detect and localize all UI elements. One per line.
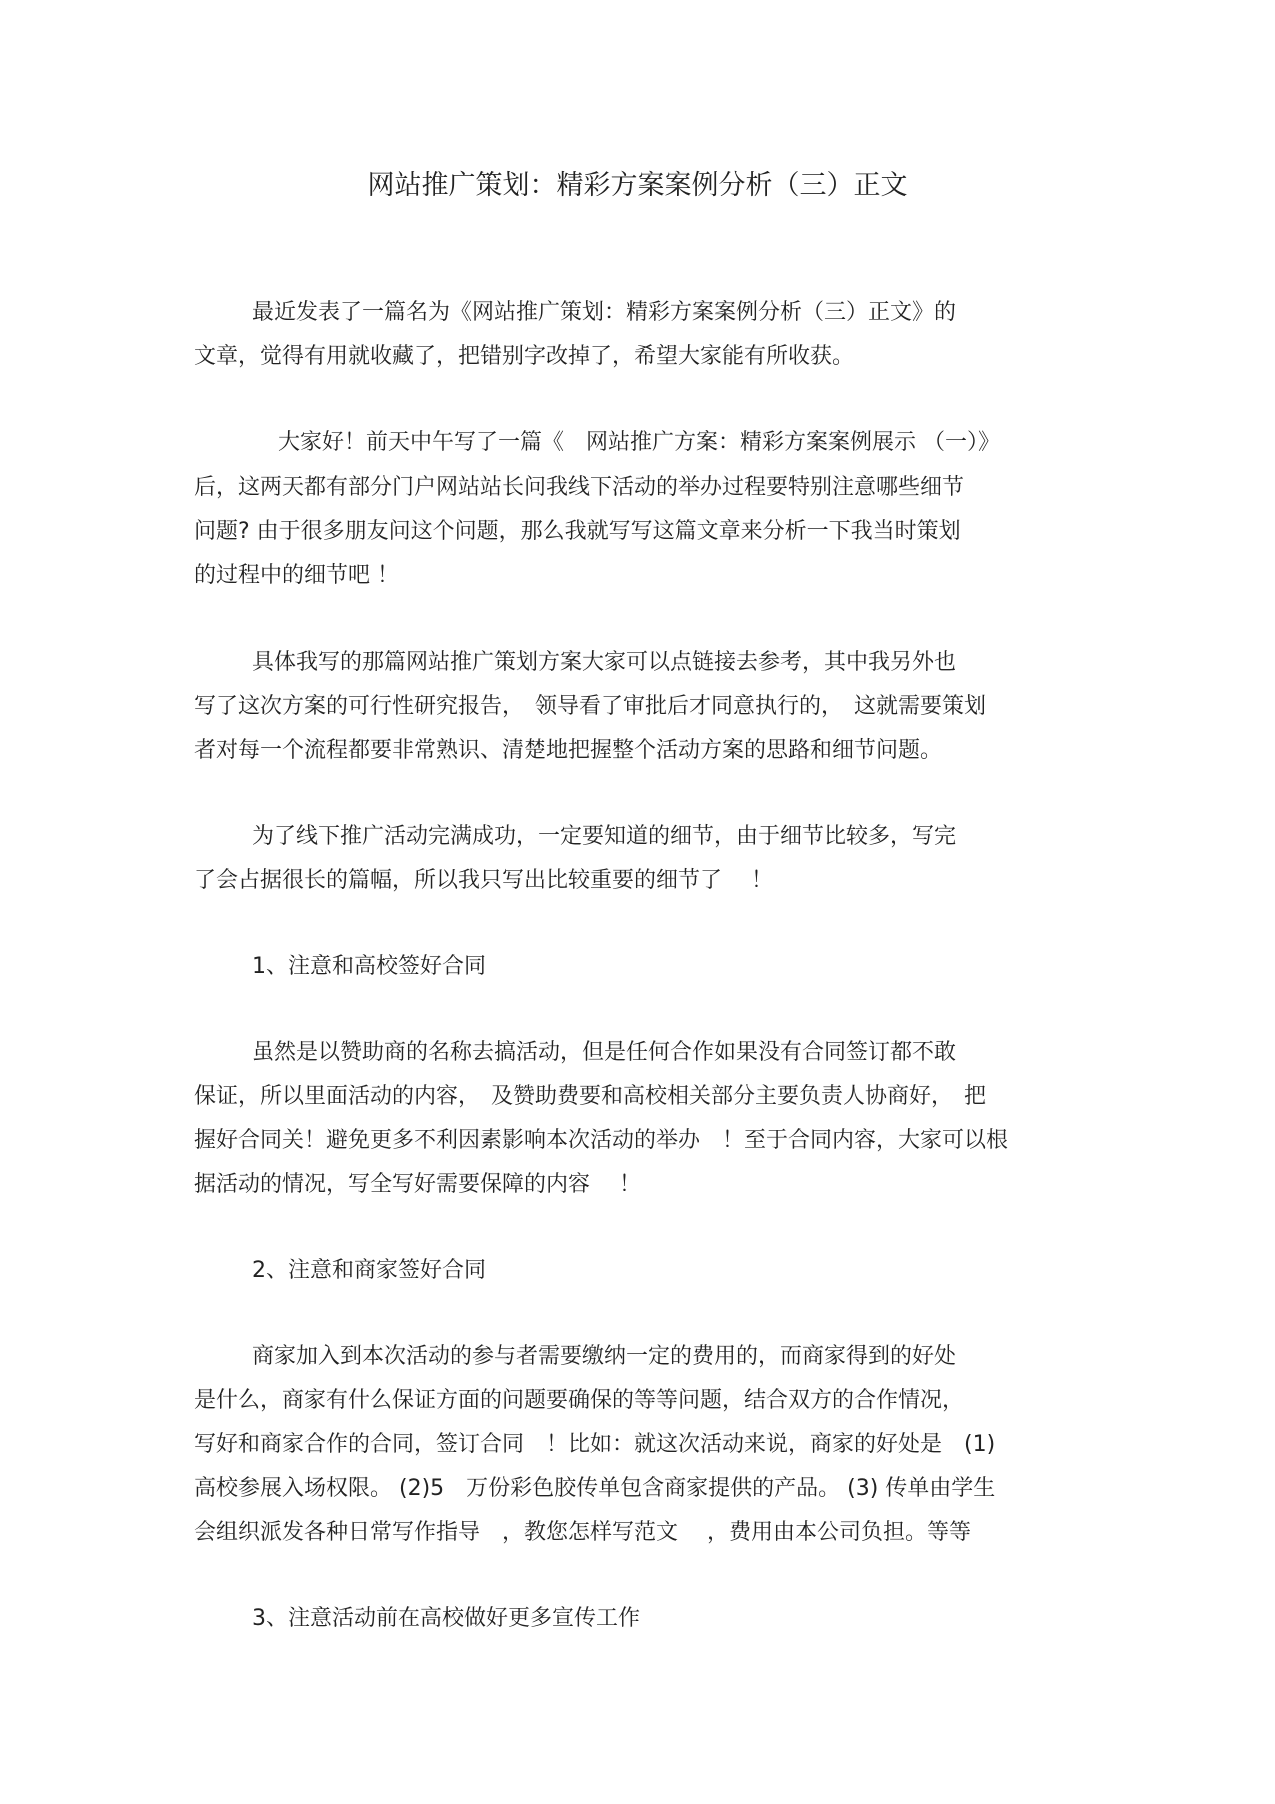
paragraph-line: 商家加入到本次活动的参与者需要缴纳一定的费用的，而商家得到的好处 bbox=[252, 1344, 957, 1369]
document-title: 网站推广策划：精彩方案案例分析（三）正文 bbox=[367, 170, 908, 201]
paragraph-line: 写好和商家合作的合同，签订合同 ！比如：就这次活动来说，商家的好处是 (1) bbox=[194, 1432, 996, 1457]
paragraph-line: 具体我写的那篇网站推广策划方案大家可以点链接去参考，其中我另外也 bbox=[252, 650, 957, 675]
paragraph-line: 文章，觉得有用就收藏了，把错别字改掉了，希望大家能有所收获。 bbox=[194, 344, 855, 369]
paragraph-line: 高校参展入场权限。 (2)5 万份彩色胶传单包含商家提供的产品。 (3) 传单由学生 bbox=[194, 1476, 996, 1501]
paragraph-line: 是什么，商家有什么保证方面的问题要确保的等等问题，结合双方的合作情况， bbox=[194, 1388, 965, 1413]
section-heading: 2、注意和商家签好合同 bbox=[252, 1258, 486, 1283]
paragraph-line: 了会占据很长的篇幅，所以我只写出比较重要的细节了 ！ bbox=[194, 868, 773, 893]
paragraph-line: 的过程中的细节吧 ！ bbox=[194, 563, 399, 588]
paragraph-line: 握好合同关！避免更多不利因素影响本次活动的举办 ！至于合同内容，大家可以根 bbox=[194, 1128, 1009, 1153]
paragraph-line: 最近发表了一篇名为《网站推广策划：精彩方案案例分析（三）正文》的 bbox=[252, 300, 957, 325]
paragraph-line: 为了线下推广活动完满成功，一定要知道的细节，由于细节比较多，写完 bbox=[252, 824, 957, 849]
paragraph-line: 会组织派发各种日常写作指导 ，教您怎样写范文 ，费用由本公司负担。等等 bbox=[194, 1520, 971, 1545]
paragraph-line: 虽然是以赞助商的名称去搞活动，但是任何合作如果没有合同签订都不敢 bbox=[252, 1040, 957, 1065]
paragraph-line: 写了这次方案的可行性研究报告， 领导看了审批后才同意执行的， 这就需要策划 bbox=[194, 694, 987, 719]
section-heading: 3、注意活动前在高校做好更多宣传工作 bbox=[252, 1606, 640, 1631]
paragraph-line: 大家好！前天中午写了一篇《 网站推广方案：精彩方案案例展示 （一）》 bbox=[278, 430, 1000, 455]
paragraph-line: 者对每一个流程都要非常熟识、清楚地把握整个活动方案的思路和细节问题。 bbox=[194, 738, 943, 763]
paragraph-line: 据活动的情况，写全写好需要保障的内容 ！ bbox=[194, 1172, 641, 1197]
paragraph-line: 后，这两天都有部分门户网站站长问我线下活动的举办过程要特别注意哪些细节 bbox=[194, 475, 965, 500]
paragraph-line: 问题? 由于很多朋友问这个问题，那么我就写写这篇文章来分析一下我当时策划 bbox=[194, 519, 961, 544]
paragraph-line: 保证，所以里面活动的内容， 及赞助费要和高校相关部分主要负责人协商好， 把 bbox=[194, 1084, 987, 1109]
section-heading: 1、注意和高校签好合同 bbox=[252, 954, 486, 979]
